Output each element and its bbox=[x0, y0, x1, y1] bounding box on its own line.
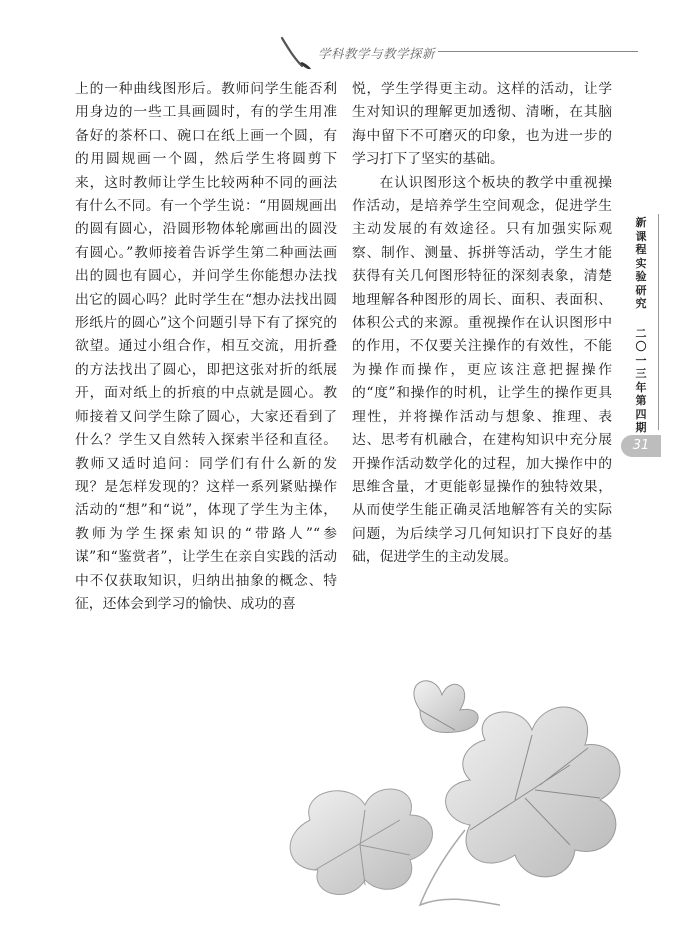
small-leaf-icon bbox=[414, 681, 478, 733]
header-title: 学科教学与教学探新 bbox=[318, 46, 436, 61]
left-paragraph: 上的一种曲线图形后。教师问学生能否利用身边的一些工具画圆时，有的学生用准备好的茶杯口、碗口在纸上画一个圆，有的用圆规画一个圆，然后学生将圆剪下来，这时教师让学生比较两种不同的画法有什么不同。有一个学生说：“用圆规画出的圆有圆心，沿圆形物体轮廓画出的圆没有圆心。”教师接着告诉学生第二种画法画出的圆也有圆心，并问学生你能想办法找出它的圆心吗？此时学生在“想办法找出圆形纸片的圆心”这个问题引导下有了探究的欲望。通过小组合作，相互交流，用折叠的方法找出了圆心，即把这张对折的纸展开，面对纸上的折痕的中点就是圆心。教师接着又问学生除了圆心，大家还看到了什么？学生又自然转入探索半径和直径。教师又适时追问：同学们有什么新的发现？是怎样发现的？这样一系列紧贴操作活动的“想”和“说”，体现了学生为主体，教师为学生探索知识的“带路人”“参谋”和“鉴赏者”，让学生在亲自实践的活动中不仅获取知识，归纳出抽象的概念、特征，还体会到学习的愉快、成功的喜 bbox=[75, 81, 337, 612]
journal-year: 二〇一三年 bbox=[635, 326, 647, 394]
brush-pen-icon bbox=[278, 36, 318, 74]
running-header bbox=[278, 36, 658, 76]
page-number: 31 bbox=[621, 435, 661, 457]
right-paragraph-continued: 悦，学生学得更主动。这样的活动，让学生对知识的理解更加透彻、清晰，在其脑海中留下不可磨灭的印象，也为进一步的学习打下了坚实的基础。 bbox=[352, 81, 612, 168]
header-divider bbox=[438, 51, 638, 52]
journal-name: 新课程实验研究 bbox=[635, 216, 647, 310]
decorative-leaves-image bbox=[270, 670, 660, 940]
right-text-column bbox=[352, 78, 612, 570]
sidebar-divider bbox=[658, 214, 659, 430]
right-paragraph-new: 在认识图形这个板块的教学中重视操作活动，是培养学生空间观念，促进学生主动发展的有效途径。只有加强实际观察、制作、测量、拆拼等活动，学生才能获得有关几何图形特征的深刻表象，清楚地理解各种图形的周长、面积、表面积、体积公式的来源。重视操作在认识图形中的作用，不仅要关注操作的有效性，不能为操作而操作，更应该注意把握操作的“度”和操作的时机，让学生的操作更具理性，并将操作活动与想象、推理、表达、思考有机融合，在建构知识中充分展开操作活动数学化的过程，加大操作中的思维含量，才更能彰显操作的独特效果，从而使学生能正确灵活地解答有关的实际问题，为后续学习几何知识打下良好的基础，促进学生的主动发展。 bbox=[352, 174, 612, 566]
journal-issue: 第四期 bbox=[635, 394, 647, 434]
medium-leaf-icon bbox=[290, 789, 432, 894]
left-text-column bbox=[75, 78, 337, 616]
large-leaf-icon bbox=[446, 707, 620, 877]
journal-sidebar bbox=[633, 216, 649, 435]
